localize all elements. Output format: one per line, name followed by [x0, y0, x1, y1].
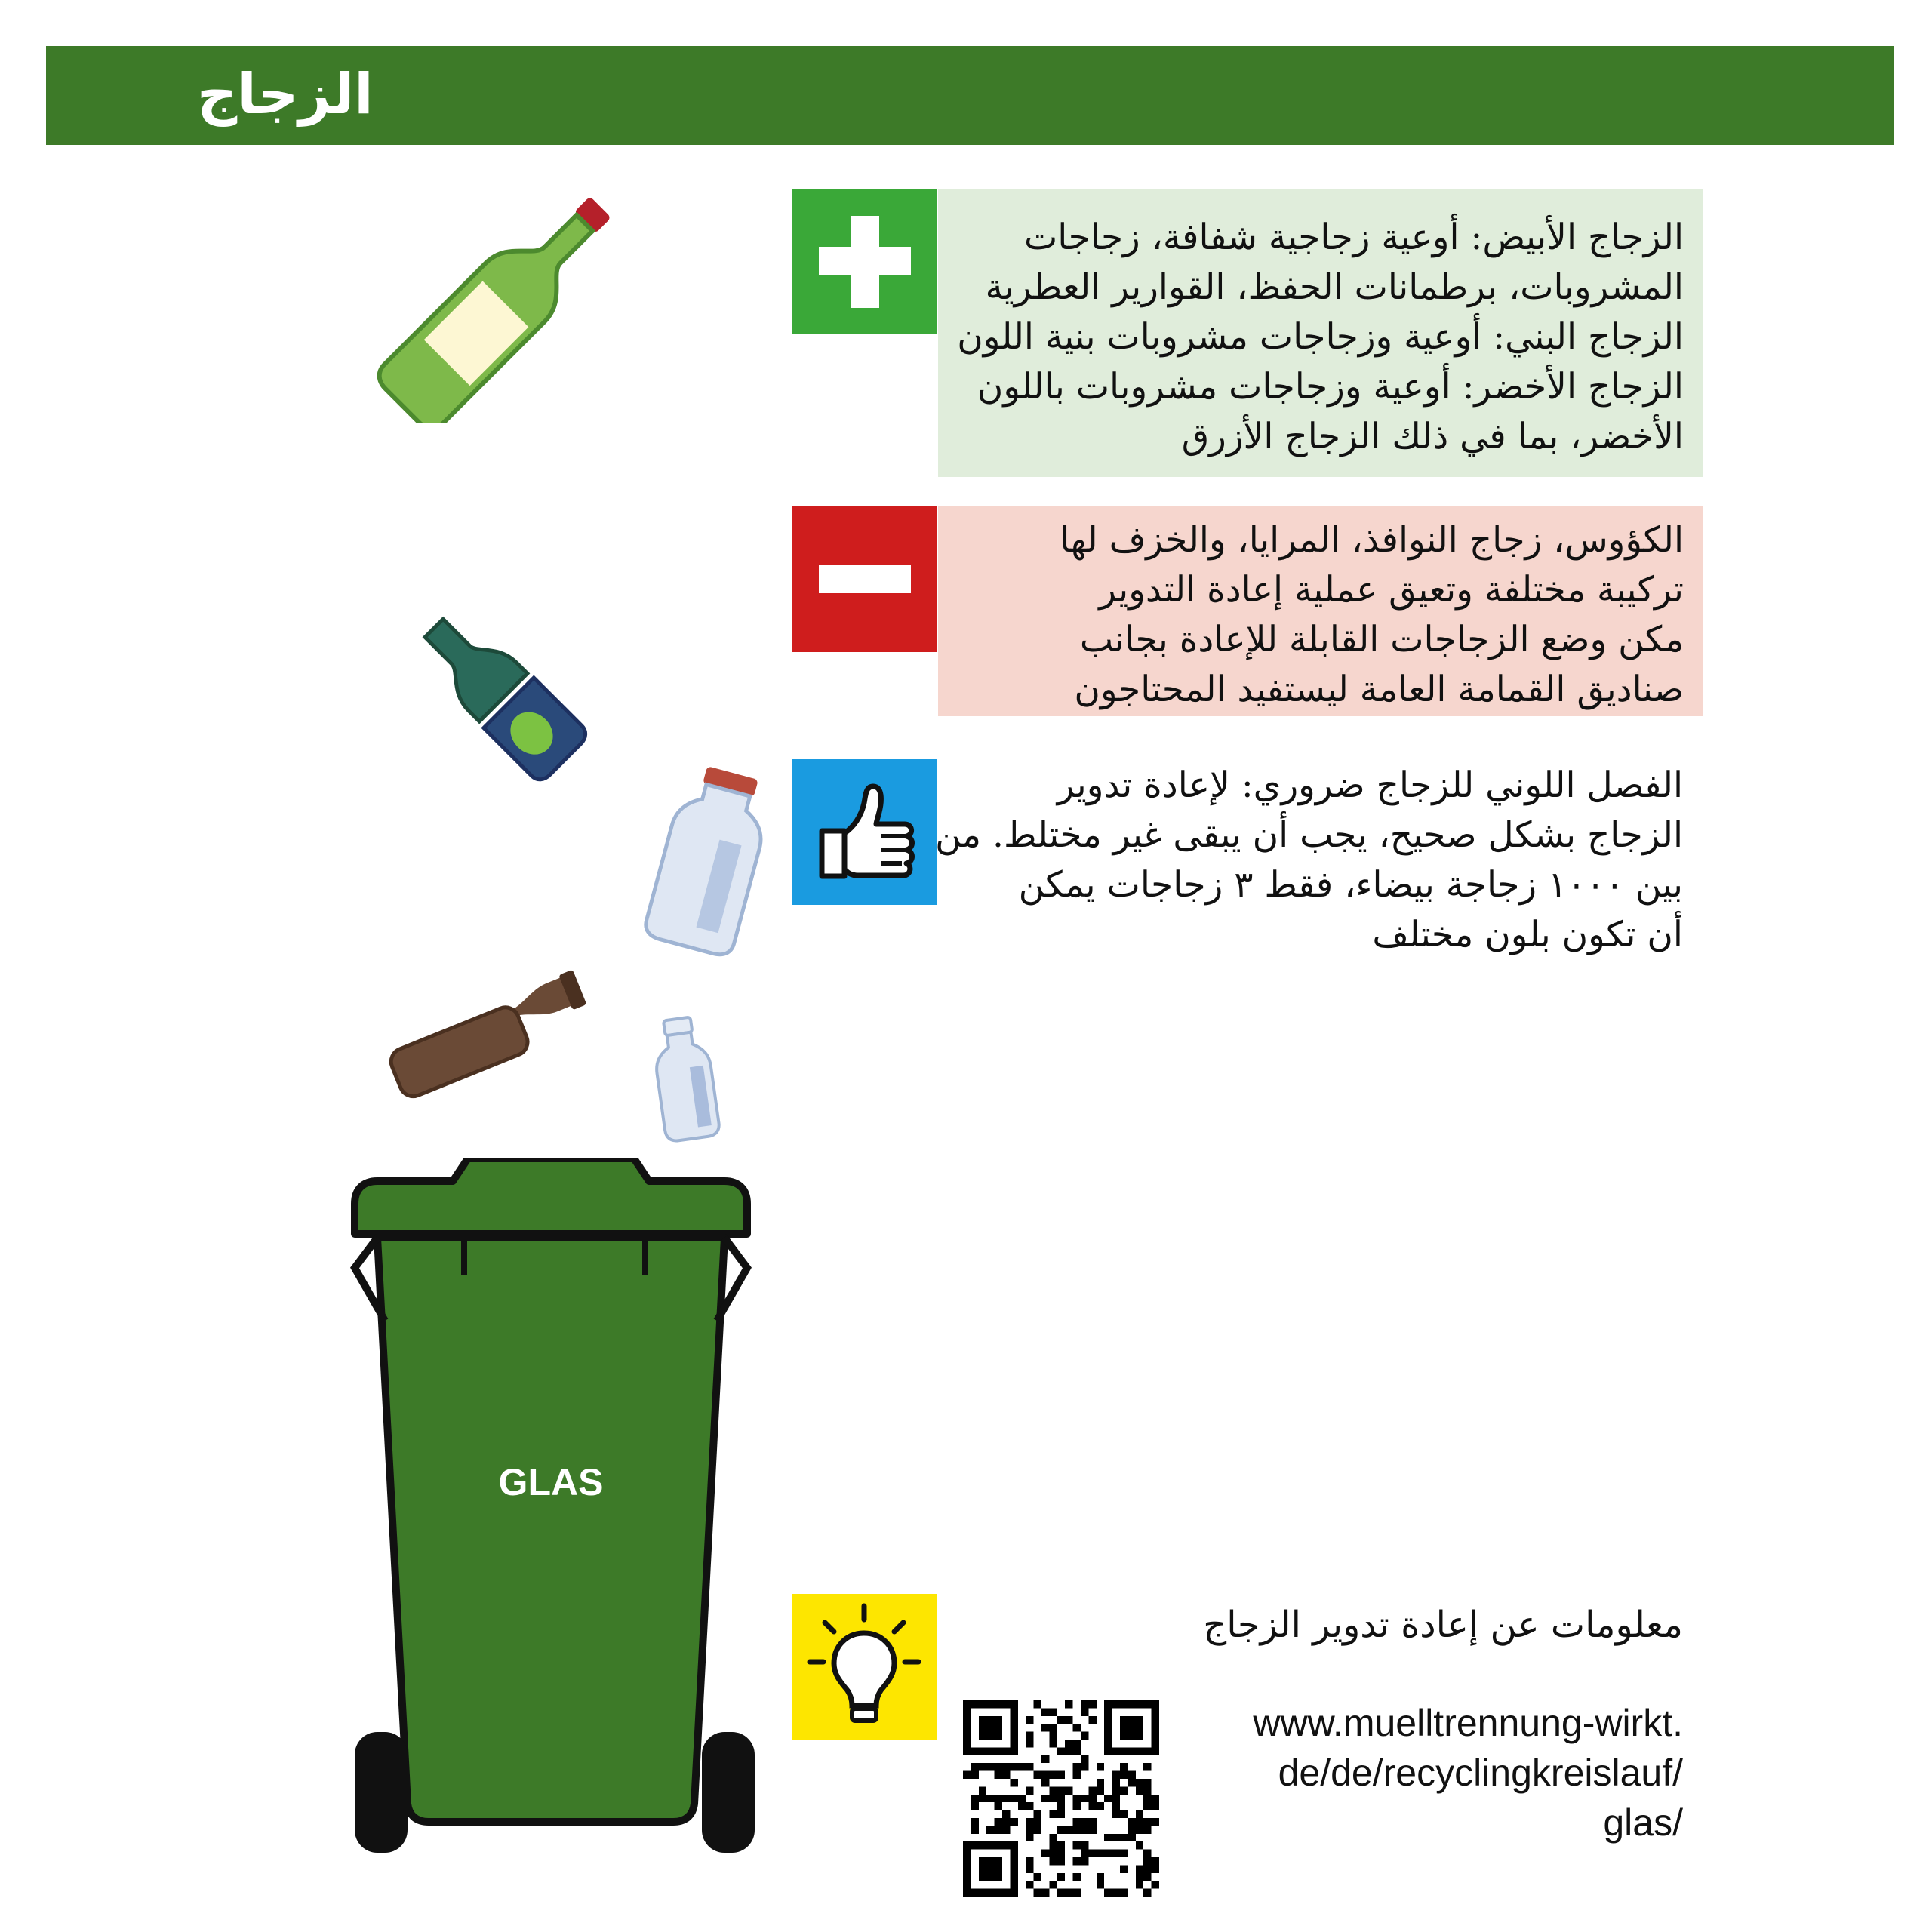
tip-line: أن تكون بلون مختلف [1372, 914, 1683, 955]
info-url[interactable] [1185, 1698, 1683, 1847]
not-allowed-line: مكن وضع الزجاجات القابلة للإعادة بجانب [1079, 619, 1684, 660]
allowed-line: المشروبات، برطمانات الحفظ، القوارير العطرية [985, 266, 1684, 308]
allowed-line: الزجاج الأبيض: أوعية زجاجية شفافة، زجاجات [1024, 217, 1684, 258]
tip-line: الزجاج بشكل صحيح، يجب أن يبقى غير مختلط. من [935, 814, 1683, 856]
tip-line: الفصل اللوني للزجاج ضروري: لإعادة تدوير [1057, 764, 1683, 806]
allowed-line: الزجاج الأخضر: أوعية وزجاجات مشروبات باللون [977, 366, 1684, 408]
brown-bottle-illustration [381, 966, 608, 1109]
not-allowed-line: صناديق القمامة العامة ليستفيد المحتاجون [1074, 669, 1684, 710]
more-info-title: معلومات عن إعادة تدوير الزجاج [1203, 1604, 1683, 1646]
url-line: www.muelltrennung-wirkt. [1253, 1702, 1683, 1744]
not-allowed-line: الكؤوس، زجاج النوافذ، المرايا، والخزف لها [1060, 519, 1684, 561]
not-allowed-icon-box [792, 506, 937, 652]
page-title: الزجاج [197, 62, 374, 127]
allowed-line: الزجاج البني: أوعية وزجاجات مشروبات بنية اللون [957, 316, 1684, 358]
info-icon-box [792, 1594, 937, 1740]
allowed-line: الأخضر، بما في ذلك الزجاج الأزرق [1181, 416, 1684, 457]
header-bar [46, 46, 1894, 145]
glass-bin-illustration [332, 1158, 770, 1853]
url-line: de/de/recyclingkreislauf/ [1278, 1752, 1683, 1794]
green-bottle-illustration [377, 189, 626, 423]
lightbulb-icon [792, 1594, 937, 1740]
not-allowed-panel [938, 506, 1703, 716]
minus-icon [792, 506, 937, 652]
url-line: glas/ [1603, 1801, 1683, 1844]
tip-icon-box [792, 759, 937, 905]
allowed-panel [938, 189, 1703, 477]
tip-line: بين ١٠٠٠ زجاجة بيضاء، فقط ٣ زجاجات يمكن [1018, 864, 1683, 906]
thumbs-up-icon [792, 759, 937, 905]
not-allowed-line: تركيبة مختلفة وتعيق عملية إعادة التدوير [1099, 569, 1684, 611]
plus-icon [792, 189, 937, 334]
allowed-icon-box [792, 189, 937, 334]
broken-bottle-illustration [392, 596, 596, 785]
qr-code[interactable] [963, 1700, 1159, 1897]
bin-label: GLAS [498, 1461, 604, 1503]
small-clear-bottle-illustration [641, 1015, 732, 1143]
clear-jar-illustration [641, 762, 777, 958]
